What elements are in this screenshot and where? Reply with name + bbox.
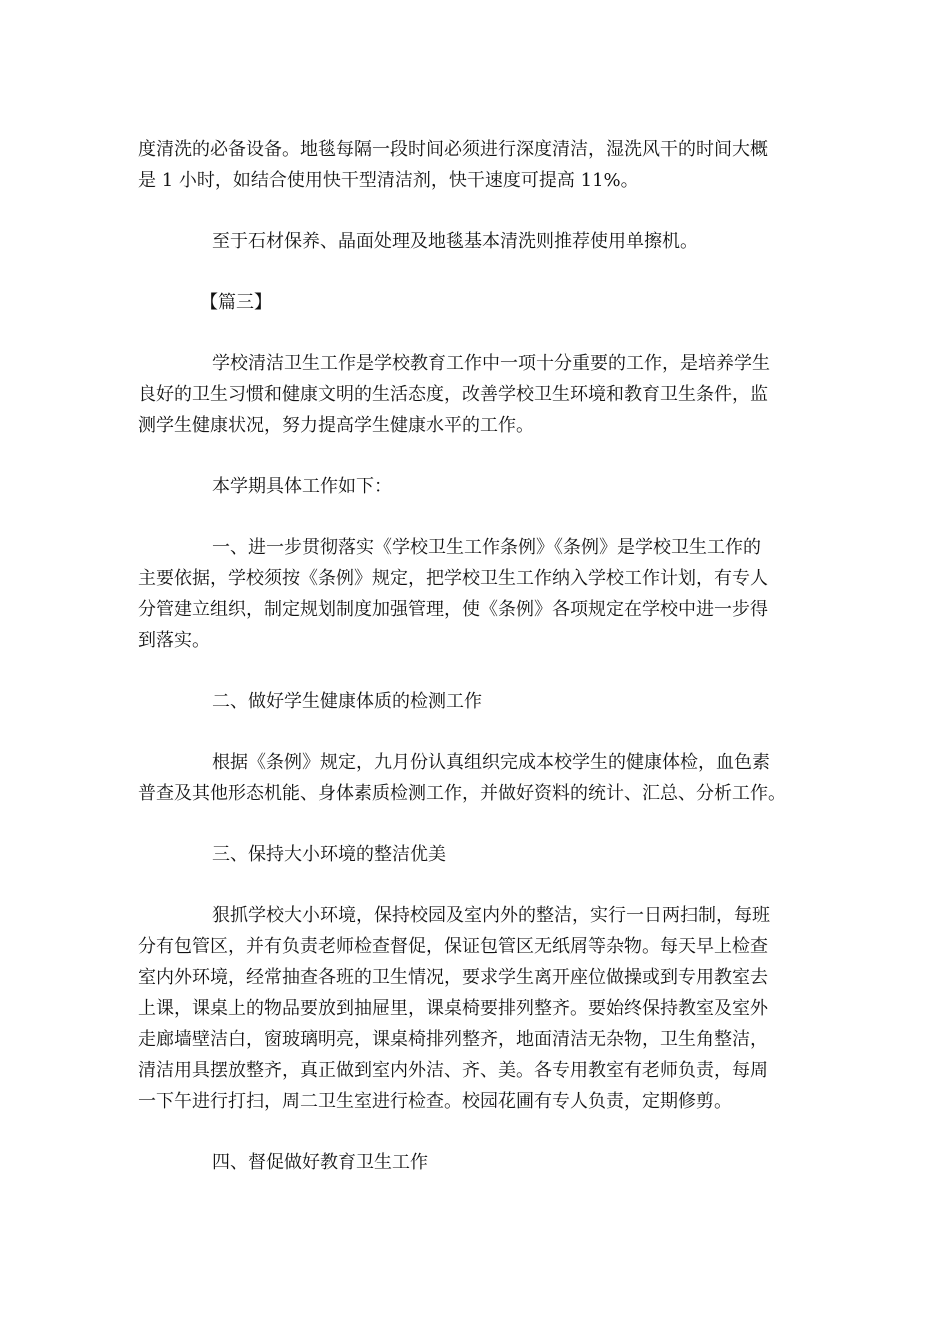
text-line: 分管建立组织，制定规划制度加强管理，使《条例》各项规定在学校中进一步得 xyxy=(138,599,768,620)
paragraph-p7 xyxy=(138,686,812,717)
paragraph-p4-continued xyxy=(138,379,812,441)
text-line: 二、做好学生健康体质的检测工作 xyxy=(212,691,482,712)
paragraph-p8-continued xyxy=(138,778,812,809)
text-line: 四、督促做好教育卫生工作 xyxy=(212,1152,428,1173)
text-line: 狠抓学校大小环境，保持校园及室内外的整洁，实行一日两扫制，每班 xyxy=(212,905,770,926)
paragraph-p1 xyxy=(138,134,812,196)
paragraph-p6-continued xyxy=(138,563,812,656)
text-line: 到落实。 xyxy=(138,630,210,651)
paragraph-p10-continued xyxy=(138,931,812,1117)
paragraph-p2 xyxy=(138,226,812,257)
paragraph-p4 xyxy=(138,348,812,379)
text-line: 测学生健康状况，努力提高学生健康水平的工作。 xyxy=(138,415,534,436)
text-line: 良好的卫生习惯和健康文明的生活态度，改善学校卫生环境和教育卫生条件，监 xyxy=(138,384,768,405)
paragraph-p6 xyxy=(138,532,812,563)
text-line: 本学期具体工作如下： xyxy=(212,476,392,497)
text-line: 室内外环境，经常抽查各班的卫生情况，要求学生离开座位做操或到专用教室去 xyxy=(138,967,768,988)
text-line: 分有包管区，并有负责老师检查督促，保证包管区无纸屑等杂物。每天早上检查 xyxy=(138,936,768,957)
paragraph-p5 xyxy=(138,471,812,502)
text-line: 主要依据，学校须按《条例》规定，把学校卫生工作纳入学校工作计划，有专人 xyxy=(138,568,768,589)
text-line: 一、进一步贯彻落实《学校卫生工作条例》《条例》是学校卫生工作的 xyxy=(212,537,761,558)
paragraph-p8 xyxy=(138,747,812,778)
document-page xyxy=(138,134,812,1178)
text-line: 普查及其他形态机能、身体素质检测工作，并做好资料的统计、汇总、分析工作。 xyxy=(138,783,786,804)
text-line: 三、保持大小环境的整洁优美 xyxy=(212,844,446,865)
text-line: 一下午进行打扫，周二卫生室进行检查。校园花圃有专人负责，定期修剪。 xyxy=(138,1091,732,1112)
text-line: 度清洗的必备设备。地毯每隔一段时间必须进行深度清洁，湿洗风干的时间大概 xyxy=(138,139,768,160)
paragraph-p11 xyxy=(138,1147,812,1178)
paragraph-p9 xyxy=(138,839,812,870)
text-line: 上课，课桌上的物品要放到抽屉里，课桌椅要排列整齐。要始终保持教室及室外 xyxy=(138,998,768,1019)
text-line: 是 1 小时，如结合使用快干型清洁剂，快干速度可提高 11%。 xyxy=(138,170,639,191)
text-line: 清洁用具摆放整齐，真正做到室内外洁、齐、美。各专用教室有老师负责，每周 xyxy=(138,1060,768,1081)
text-line: 根据《条例》规定，九月份认真组织完成本校学生的健康体检，血色素 xyxy=(212,752,770,773)
text-line: 学校清洁卫生工作是学校教育工作中一项十分重要的工作，是培养学生 xyxy=(212,353,770,374)
paragraph-p10 xyxy=(138,900,812,931)
section-heading xyxy=(138,287,812,318)
text-line: 至于石材保养、晶面处理及地毯基本清洗则推荐使用单擦机。 xyxy=(212,231,698,252)
heading-text: 【篇三】 xyxy=(200,292,272,313)
text-line: 走廊墙壁洁白，窗玻璃明亮，课桌椅排列整齐，地面清洁无杂物，卫生角整洁， xyxy=(138,1029,768,1050)
